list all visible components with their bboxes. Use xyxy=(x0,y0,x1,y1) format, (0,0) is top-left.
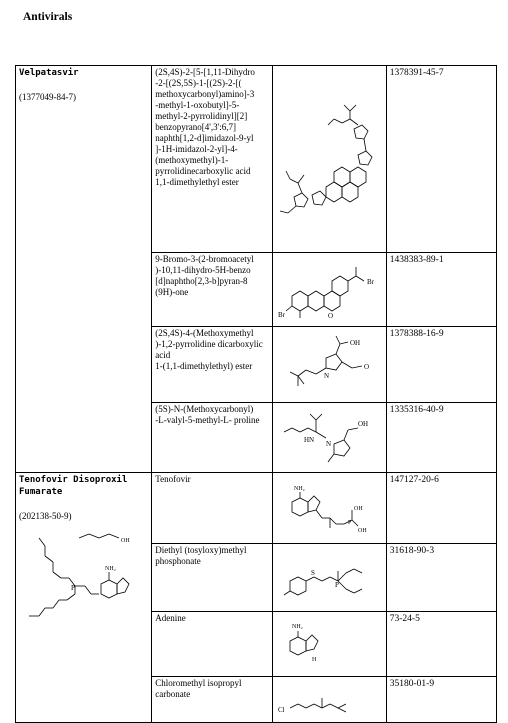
structure-cell xyxy=(272,403,386,473)
table-row xyxy=(16,473,497,544)
cas-cell xyxy=(386,612,496,677)
page-title: Antivirals xyxy=(23,11,73,23)
hydroxyl-label: OH xyxy=(121,538,130,544)
chlorine-label: Cl xyxy=(277,706,285,714)
drug-name: Tenofovir Disoproxil Fumarate xyxy=(19,475,128,497)
tenofovir-structure xyxy=(276,474,383,542)
chemical-name: 9-Bromo-3-(2-bromoacetyl )-10,11-dihydro-5H-benzo [d]naphtho[2,3-b]pyran-8 (9H)-one xyxy=(155,254,254,297)
drug-cell xyxy=(16,66,152,473)
structure-cell xyxy=(272,253,386,327)
chemical-name-cell xyxy=(152,677,272,723)
structure-cell xyxy=(272,473,386,544)
amine-label: NH₂ xyxy=(291,624,303,630)
chemical-name-cell xyxy=(152,253,272,327)
cas-number: 147127-20-6 xyxy=(389,475,439,485)
boc-pyrrolidine-structure xyxy=(276,328,383,401)
cas-number: 1378388-16-9 xyxy=(389,329,444,339)
cas-number: 31618-90-3 xyxy=(389,546,435,556)
amine-label: NH₂ xyxy=(293,486,305,492)
tosyloxy-phosphonate-structure xyxy=(276,545,383,610)
adenine-structure xyxy=(276,613,383,675)
drug-name: Velpatasvir xyxy=(19,68,79,78)
cas-cell xyxy=(386,327,496,403)
nitrogen-label: N xyxy=(323,372,329,380)
cas-cell xyxy=(386,253,496,327)
chemical-name-cell xyxy=(152,327,272,403)
chemical-name-cell xyxy=(152,612,272,677)
structure-cell xyxy=(272,612,386,677)
phosphorus-label: P xyxy=(334,581,339,589)
cas-cell xyxy=(386,473,496,544)
chemical-name-cell xyxy=(152,66,272,253)
structure-cell xyxy=(272,66,386,253)
drug-cas-number: (1377049-84-7) xyxy=(19,92,76,102)
oxygen-label: O xyxy=(363,363,369,371)
chemical-name: (2S,4S)-4-(Methoxymethyl )-1,2-pyrrolidine dicarboxylic acid 1-(1,1-dimethylethyl) ester xyxy=(155,328,263,371)
hydroxyl-label: OH xyxy=(349,339,360,347)
table-row xyxy=(16,66,497,253)
phosphorus-label: P xyxy=(347,520,351,526)
moc-valyl-proline-structure xyxy=(276,404,383,471)
hydroxyl-label: OH xyxy=(357,420,368,428)
cas-number: 73-24-5 xyxy=(389,614,420,624)
chemical-name: Diethyl (tosyloxy)methyl phosphonate xyxy=(155,545,247,566)
bromine-label: Br xyxy=(277,311,285,319)
antivirals-table xyxy=(15,65,497,723)
oxygen-label: O xyxy=(327,312,333,320)
hydroxyl-label: OH xyxy=(353,506,363,512)
amine-label: HN xyxy=(303,436,314,444)
structure-cell xyxy=(272,677,386,723)
chemical-name: Adenine xyxy=(155,613,186,623)
cas-cell xyxy=(386,544,496,612)
chloromethyl-carbonate-structure xyxy=(276,678,383,721)
chemical-name: Chloromethyl isopropyl carbonate xyxy=(155,678,242,699)
velpatasvir-intermediate-structure xyxy=(276,67,383,251)
cas-cell xyxy=(386,677,496,723)
chemical-name-cell xyxy=(152,544,272,612)
cas-number: 35180-01-9 xyxy=(389,679,435,689)
cas-cell xyxy=(386,403,496,473)
cas-number: 1335316-40-9 xyxy=(389,405,444,415)
chemical-name-cell xyxy=(152,473,272,544)
chemical-name: Tenofovir xyxy=(155,474,191,484)
hydroxyl-label: OH xyxy=(357,528,367,534)
chemical-name: (5S)-N-(Methoxycarbonyl) -L-valyl-5-methyl-L- proline xyxy=(155,404,260,425)
tenofovir-disoproxil-fumarate-structure xyxy=(19,528,148,628)
bromine-label: Br xyxy=(366,278,374,286)
nitrogen-label: N xyxy=(325,440,331,448)
sulfur-label: S xyxy=(310,569,315,577)
cas-number: 1438383-89-1 xyxy=(389,255,444,265)
phosphorus-label: P xyxy=(71,584,75,592)
chemical-name: (2S,4S)-2-[5-[1,11-Dihydro -2-[(2S,5S)-1-[(2S)-2-[( methoxycarbonyl)amino]-3 -methyl-1-oxobutyl]-5- methyl-2-pyrrolidinyl][2] benzopyrano[4',3':6,7] naphth[1,2-d]imidazol-9-yl ]-1H-imidazol-2-yl]-4- (methoxymethyl)-1- pyrrolidinecarboxylic acid 1,1-dimethylethyl ester xyxy=(155,67,255,187)
amine-label: NH₂ xyxy=(105,566,116,572)
bromoacetyl-naphthopyranone-structure xyxy=(276,254,383,325)
hydrogen-label: H xyxy=(311,657,316,663)
structure-cell xyxy=(272,544,386,612)
cas-cell xyxy=(386,66,496,253)
structure-cell xyxy=(272,327,386,403)
drug-cas-number: (202138-50-9) xyxy=(19,511,72,521)
chemical-name-cell xyxy=(152,403,272,473)
cas-number: 1378391-45-7 xyxy=(389,68,444,78)
drug-cell xyxy=(16,473,152,723)
